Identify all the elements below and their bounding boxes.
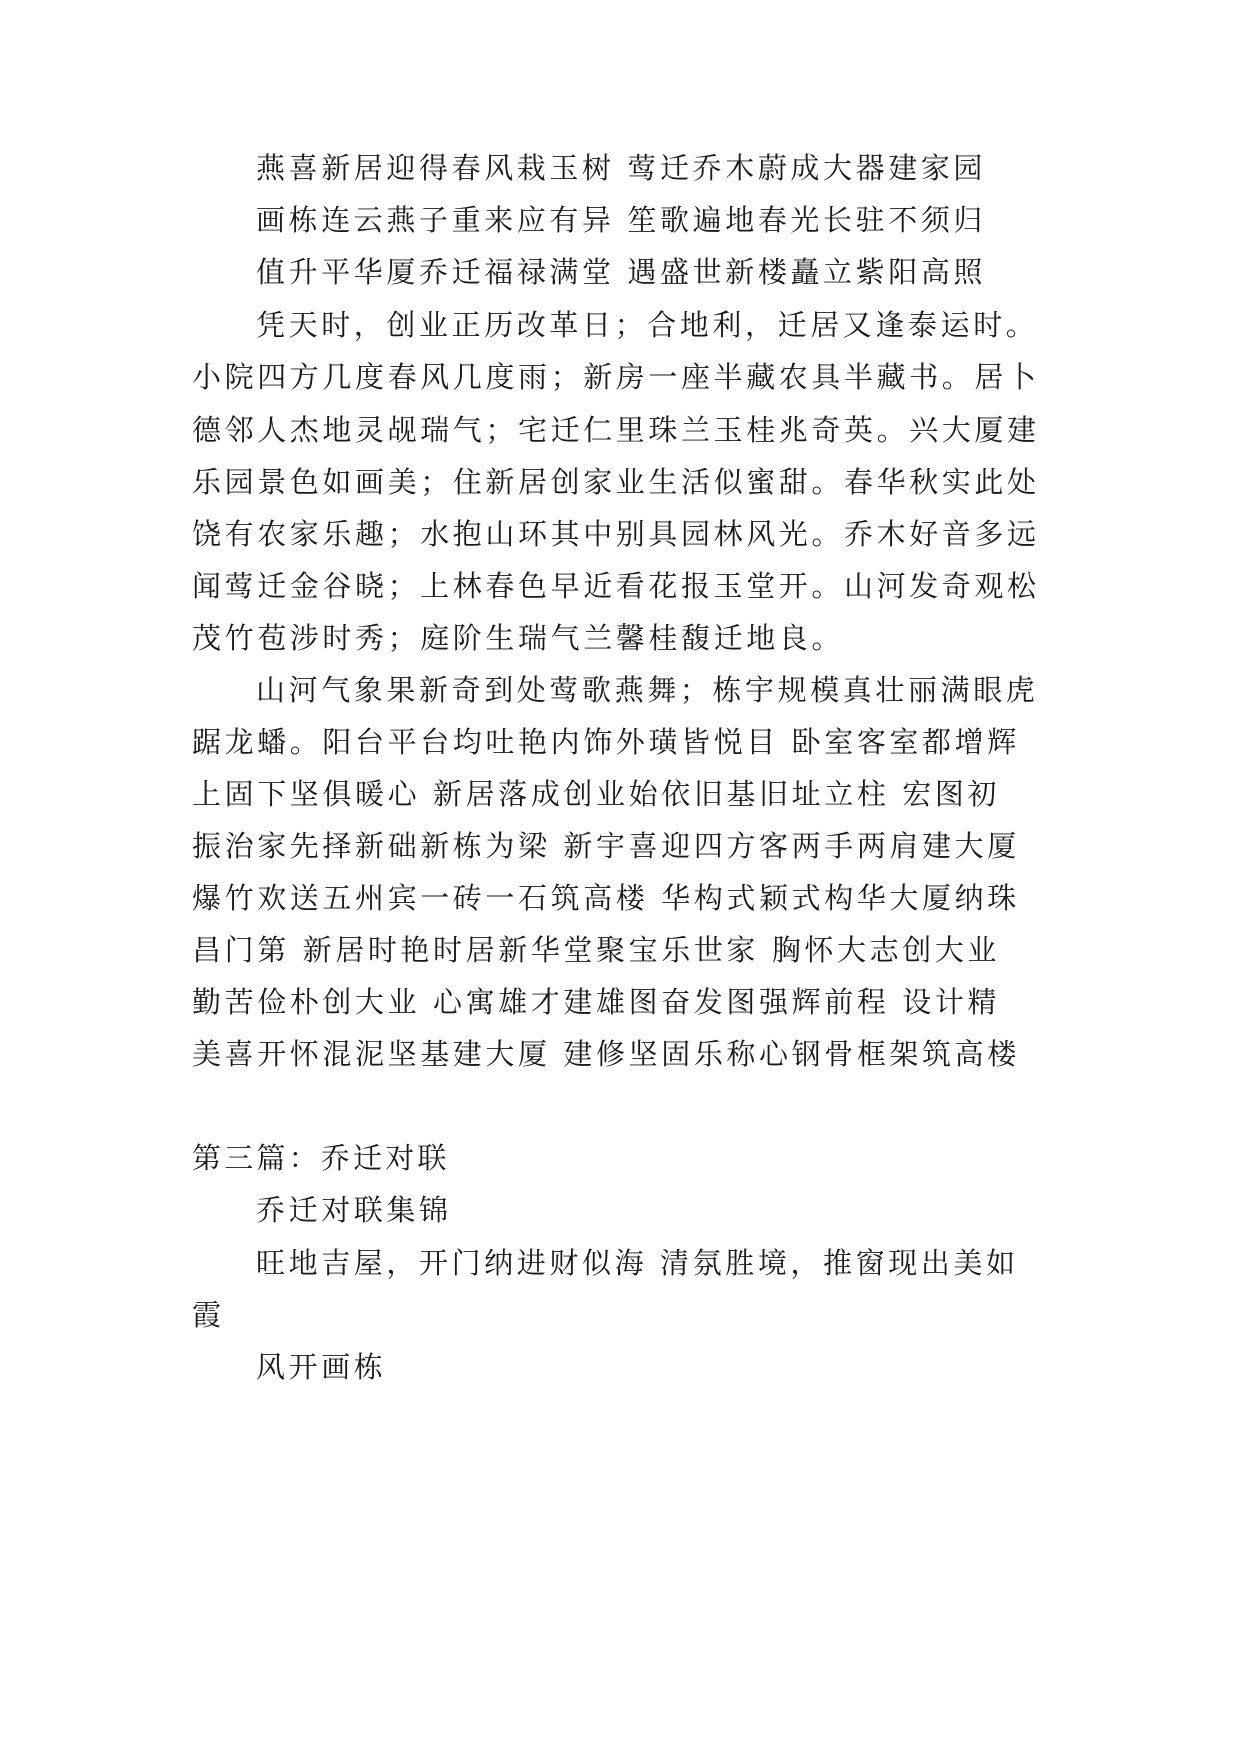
paragraph-line: 风开画栋: [256, 1350, 387, 1384]
paragraph-line: 凭天时，创业正历改革日；合地利，迁居又逢泰运时。: [256, 308, 1039, 342]
paragraph-line: 德邻人杰地灵觇瑞气；宅迁仁里珠兰玉桂兆奇英。兴大厦建: [192, 413, 1040, 447]
paragraph-line: 勤苦俭朴创大业 心寓雄才建雄图奋发图强辉前程 设计精: [192, 985, 1001, 1019]
couplet-line: 燕喜新居迎得春风栽玉树 莺迁乔木蔚成大器建家园: [256, 151, 987, 185]
paragraph-line: 爆竹欢送五州宾一砖一石筑高楼 华构式颖式构华大厦纳珠: [192, 881, 1020, 915]
paragraph-line: 山河气象果新奇到处莺歌燕舞；栋宇规模真壮丽满眼虎: [256, 673, 1039, 707]
paragraph-line: 美喜开怀混泥坚基建大厦 建修坚固乐称心钢骨框架筑高楼: [192, 1037, 1020, 1071]
section-heading: 第三篇：乔迁对联: [192, 1141, 450, 1175]
paragraph-line: 闻莺迁金谷晓；上林春色早近看花报玉堂开。山河发奇观松: [192, 569, 1040, 603]
paragraph-line: 昌门第 新居时艳时居新华堂聚宝乐世家 胸怀大志创大业: [192, 933, 1001, 967]
couplet-line: 值升平华厦乔迁福禄满堂 遇盛世新楼矗立紫阳高照: [256, 255, 987, 289]
paragraph-line: 踞龙蟠。阳台平台均吐艳内饰外璜皆悦目 卧室客室都增辉: [192, 725, 1020, 759]
paragraph-line: 旺地吉屋，开门纳进财似海 清氛胜境，推窗现出美如: [256, 1246, 1019, 1280]
paragraph-line: 振治家先择新础新栋为梁 新宇喜迎四方客两手两肩建大厦: [192, 829, 1020, 863]
couplet-line: 画栋连云燕子重来应有异 笙歌遍地春光长驻不须归: [256, 203, 987, 237]
paragraph-line: 小院四方几度春风几度雨；新房一座半藏农具半藏书。居卜: [192, 360, 1040, 394]
paragraph-line: 上固下坚俱暖心 新居落成创业始依旧基旧址立柱 宏图初: [192, 777, 1001, 811]
subsection-title: 乔迁对联集锦: [256, 1193, 452, 1227]
paragraph-line: 茂竹苞涉时秀；庭阶生瑞气兰馨桂馥迁地良。: [192, 621, 845, 655]
paragraph-line: 乐园景色如画美；住新居创家业生活似蜜甜。春华秋实此处: [192, 465, 1040, 499]
paragraph-line: 饶有农家乐趣；水抱山环其中别具园林风光。乔木好音多远: [192, 517, 1040, 551]
paragraph-line: 霞: [192, 1298, 225, 1332]
